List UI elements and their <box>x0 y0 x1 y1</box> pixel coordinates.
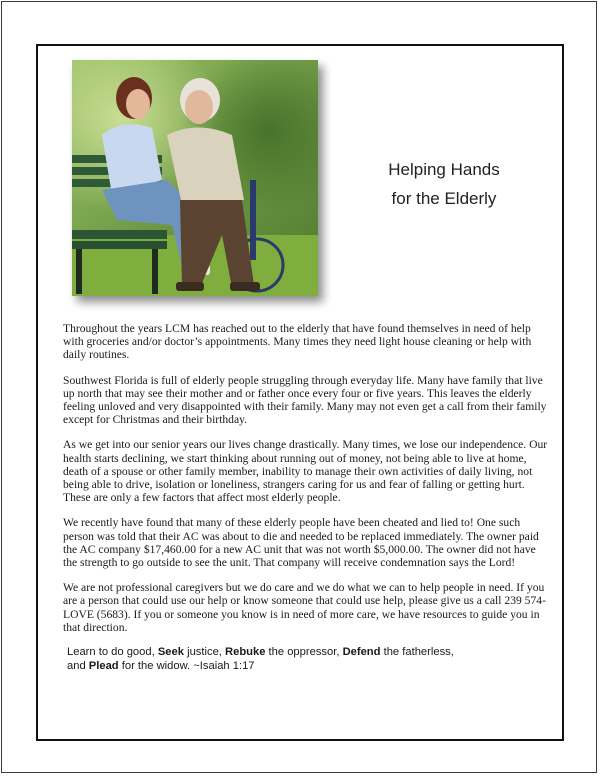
page-title <box>360 155 528 213</box>
title-line-2: for the Elderly <box>391 189 497 208</box>
photo-caregiver-with-elderly-woman <box>72 60 318 296</box>
verse-line-1: Learn to do good, Seek justice, Rebuke the oppressor, Defend the fatherless, <box>67 646 454 658</box>
verse-bold-word: Plead <box>88 659 119 672</box>
verse-bold-word: Seek <box>157 646 184 658</box>
paragraph: We are not professional caregivers but we do care and we do what we can to help people in need. If you are a person that could use our help or know someone that could use help, please give us a call 239 574-LOVE (5683). If you or someone you know is in need of more care, we have resources to guide you in that direction. <box>63 581 546 634</box>
paragraph: Throughout the years LCM has reached out to the elderly that have found themselves in need of help with groceries and/or doctor’s appointments. Many times they need light house cleaning or help with daily routines. <box>63 322 532 362</box>
scripture-quote <box>67 646 547 673</box>
paragraph: We recently have found that many of these elderly people have been cheated and lied to! One such person was told that their AC was about to die and needed to be replaced immediately. The owner paid the AC company $17,460.00 for a new AC unit that was not worth $5,000.00. The owner did not have the strength to go outside to see the unit. That company will receive condemnation says the Lord! <box>63 516 539 570</box>
verse-bold-word: Rebuke <box>225 646 266 658</box>
verse-bold-word: Defend <box>342 646 381 658</box>
paragraph: As we get into our senior years our lives change drastically. Many times, we lose our independence. Our health starts declining, we start thinking about running out of money, not being able to live at home, death of a spouse or other family member, inability to manage their own activities of daily living, not being able to drive, isolation or loneliness, strangers caring for us and fear of falling or getting hurt. These are only a few factors that affect most elderly people. <box>63 438 548 505</box>
caregiver-photo <box>72 60 318 296</box>
article-body <box>63 322 549 646</box>
title-line-1: Helping Hands <box>388 160 500 179</box>
verse-line-2: and Plead for the widow. ~Isaiah 1:17 <box>67 659 255 672</box>
paragraph: Southwest Florida is full of elderly people struggling through everyday life. Many have family that live up north that may see their mother and or father once every four or five years. This leaves the elderly feeling unloved and very disappointed with their family. Many may not even get a call from their family except for Christmas and their birthday. <box>63 373 547 427</box>
